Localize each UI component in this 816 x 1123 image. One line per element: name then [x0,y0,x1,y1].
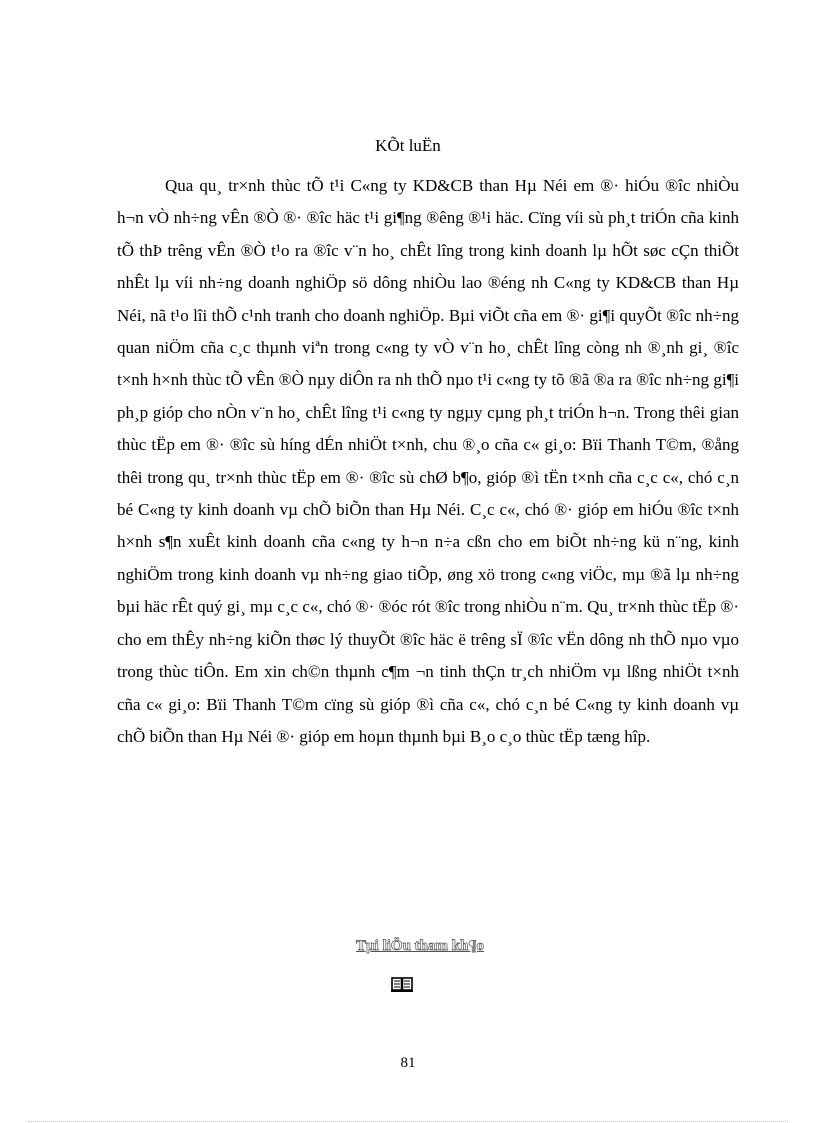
page-title: KÕt luËn [375,136,441,155]
references-heading: Tµi liÖu tham kh¶o [356,938,485,954]
book-icon [391,976,413,992]
page-divider [28,1121,788,1122]
conclusion-body [117,170,739,753]
conclusion-paragraph: Qua qu¸ tr×nh thùc tÕ t¹i C«ng ty KD&CB than Hµ Néi em ®· hiÓu ®îc nhiÒu h¬n vÒ nh÷ng vÊn ®Ò ®· ®îc häc t¹i gi¶ng ®êng ®¹i häc. Cïng víi sù ph¸t triÓn cña kinh tÕ thÞ trêng vÊn ®Ò t¹o ra ®îc v¨n ho¸ chÊt lîng trong kinh doanh lµ hÕt søc cÇn thiÕt nhÊt lµ víi nh÷ng doanh nghiÖp sö dông nhiÒu lao ®éng nh C«ng ty KD&CB than Hµ Néi, nã t¹o lîi thÕ c¹nh tranh cho doanh nghiÖp. Bµi viÕt cña em ®· gi¶i quyÕt ®îc nh÷ng quan niÖm cña c¸c thµnh viªn trong c«ng ty vÒ v¨n ho¸ chÊt lîng còng nh ®¸nh gi¸ ®îc t×nh h×nh thùc tÕ vÊn ®Ò nµy diÔn ra nh thÕ nµo t¹i c«ng ty tõ ®ã ®a ra ®îc nh÷ng gi¶i ph¸p gióp cho nÒn v¨n ho¸ chÊt lîng t¹i c«ng ty ngµy cµng ph¸t triÓn h¬n. Trong thêi gian thùc tËp em ®· ®îc sù híng dÉn nhiÖt t×nh, chu ®¸o cña c« gi¸o: Bïi Thanh T©m, ®ång thêi trong qu¸ tr×nh thùc tËp em ®· ®îc sù chØ b¶o, gióp ®ì tËn t×nh cña c¸c c«, chó c¸n bé C«ng ty kinh doanh vµ chÕ biÕn than Hµ Néi. C¸c c«, chó ®· gióp em hiÓu ®îc t×nh h×nh s¶n xuÊt kinh doanh cña c«ng ty h¬n n÷a cßn cho em biÕt nh÷ng kü n¨ng, kinh nghiÖm trong kinh doanh vµ nh÷ng giao tiÕp, øng xö trong c«ng viÖc, mµ ®ã lµ nh÷ng bµi häc rÊt quý gi¸ mµ c¸c c«, chó ®· ®óc rót ®îc trong nhiÒu n¨m. Qu¸ tr×nh thùc tËp ®· cho em thÊy nh÷ng kiÕn thøc lý thuyÕt ®îc häc ë trêng sÏ ®îc vËn dông nh thÕ nµo vµo trong thùc tiÔn. Em xin ch©n thµnh c¶m ¬n tinh thÇn tr¸ch nhiÖm vµ lßng nhiÖt t×nh cña c« gi¸o: Bïi Thanh T©m cïng sù gióp ®ì cña c«, chó c¸n bé C«ng ty kinh doanh vµ chÕ biÕn than Hµ Néi ®· gióp em hoµn thµnh bµi B¸o c¸o thùc tËp tæng hîp. [117,176,739,746]
page-number: 81 [400,1055,416,1071]
